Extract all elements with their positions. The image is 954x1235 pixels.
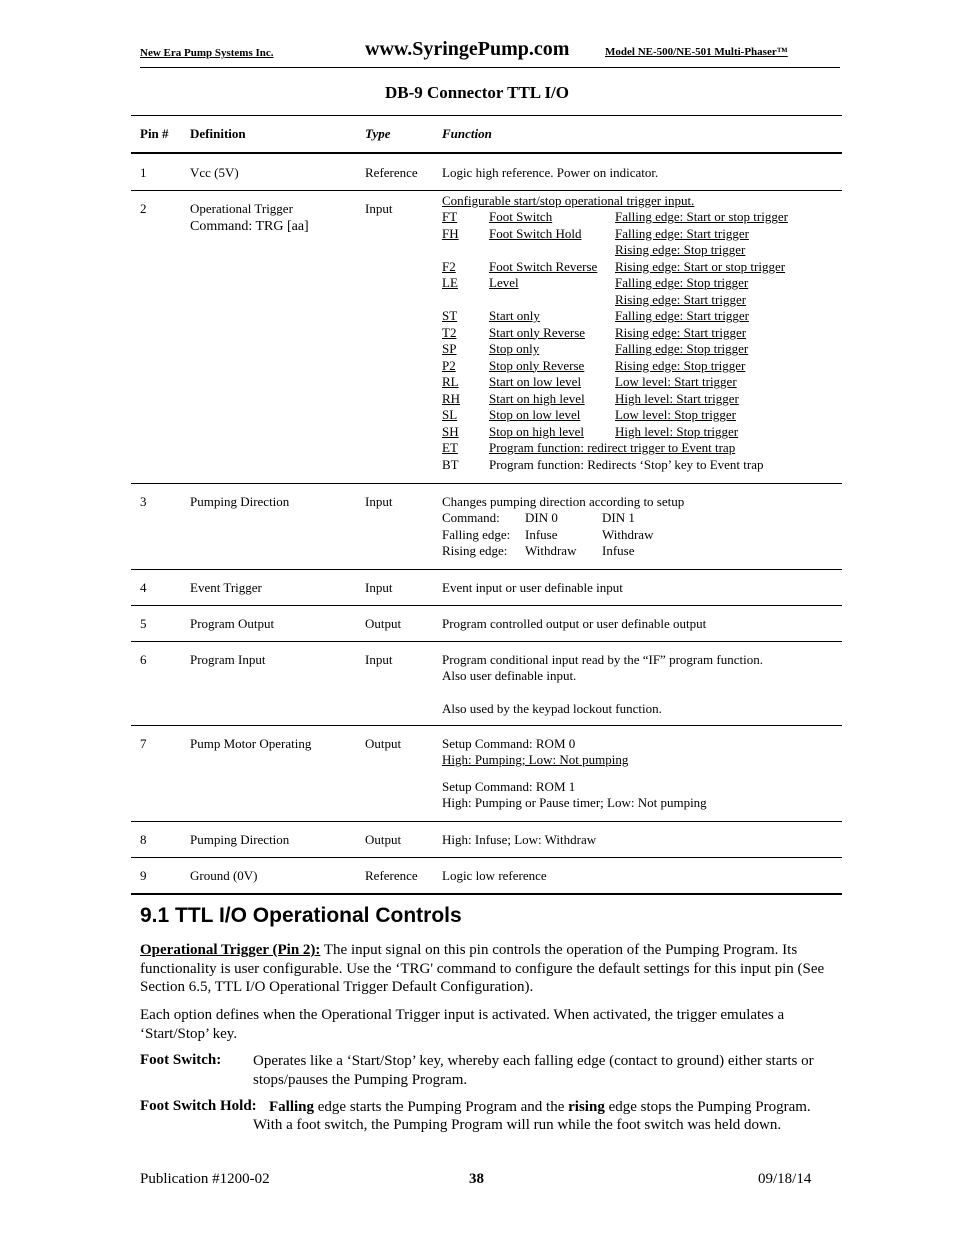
publication-date: 09/18/14	[758, 1171, 812, 1187]
option-name: Foot Switch Reverse	[489, 258, 598, 274]
direction-row	[442, 527, 653, 544]
function-cell: High: Infuse; Low: Withdraw	[433, 821, 842, 857]
definition-cell: Ground (0V)	[181, 857, 356, 894]
option-description: Program function: redirect trigger to Event trap	[489, 440, 736, 455]
option-code: RH	[442, 390, 461, 406]
definition-cell: Program Output	[181, 605, 356, 641]
trigger-option-row	[442, 424, 788, 441]
option-code: F2	[442, 258, 456, 274]
function-cell: Logic high reference. Power on indicator.	[433, 153, 842, 190]
trigger-option-row	[442, 259, 788, 276]
table-header-row	[131, 116, 842, 154]
option-code: FT	[442, 209, 458, 224]
type-cell: Input	[356, 190, 433, 483]
option-name	[489, 242, 615, 259]
pin-cell: 6	[131, 641, 181, 725]
trigger-option-row	[442, 226, 788, 243]
option-code	[442, 242, 489, 259]
operational-trigger-text: The input signal on this pin controls the operation of the Pumping Program. Its functionality is user configurable. Use the ‘TRG' command to configure the default settings for this input pin (See Section 6.5, TTL I/O Operational Trigger Default Configuration).	[140, 942, 825, 995]
pin-cell: 4	[131, 569, 181, 605]
direction-cell: Infuse	[525, 526, 558, 542]
trigger-option-row	[442, 308, 788, 325]
option-action: Rising edge: Start trigger	[615, 324, 747, 340]
function-cell: Program controlled output or user definable output	[433, 605, 842, 641]
option-code: LE	[442, 275, 458, 290]
option-code: RL	[442, 374, 459, 389]
option-name: Start only	[489, 308, 540, 323]
fsh-text-2: edge stops the Pumping Program.	[604, 1099, 811, 1115]
table-row	[131, 483, 842, 569]
trigger-option-row	[442, 358, 788, 375]
rising-word: rising	[568, 1099, 605, 1115]
direction-grid	[442, 510, 653, 560]
option-action: Rising edge: Stop trigger	[615, 357, 746, 373]
option-code: SL	[442, 407, 458, 422]
pin-cell: 8	[131, 821, 181, 857]
option-action: Low level: Start trigger	[615, 374, 737, 389]
function-cell: Event input or user definable input	[433, 569, 842, 605]
program-option-row	[442, 457, 788, 474]
option-action: Falling edge: Stop trigger	[615, 341, 749, 356]
type-cell: Output	[356, 605, 433, 641]
pin-table	[131, 115, 842, 895]
page-header	[140, 38, 840, 68]
option-action: High level: Stop trigger	[615, 423, 739, 439]
table-row	[131, 569, 842, 605]
direction-row	[442, 510, 653, 527]
function-cell	[433, 641, 842, 725]
definition-text: Operational Trigger	[190, 200, 293, 216]
option-action: Falling edge: Start or stop trigger	[615, 209, 788, 224]
type-cell: Output	[356, 821, 433, 857]
page-number: 38	[469, 1171, 484, 1187]
option-action: Falling edge: Stop trigger	[615, 275, 749, 290]
option-action: Falling edge: Start trigger	[615, 225, 749, 241]
option-action: Rising edge: Start trigger	[615, 291, 747, 307]
function-intro: Changes pumping direction according to setup	[442, 493, 685, 509]
function-line: Also user definable input.	[442, 668, 577, 683]
option-name	[489, 292, 615, 309]
direction-cell: Withdraw	[602, 526, 654, 542]
pin-cell: 1	[131, 153, 181, 190]
col-function: Function	[433, 116, 842, 154]
command-text: Command: TRG [aa]	[190, 219, 309, 234]
section-title: 9.1 TTL I/O Operational Controls	[140, 904, 462, 927]
option-name: Start on high level	[489, 390, 585, 406]
table-row	[131, 725, 842, 821]
option-name: Start on low level	[489, 374, 582, 389]
definition-cell: Pump Motor Operating	[181, 725, 356, 821]
function-line: Program conditional input read by the “IF” program function.	[442, 651, 763, 667]
direction-cell: Withdraw	[525, 543, 577, 558]
trigger-options-table	[442, 209, 788, 473]
option-code: P2	[442, 357, 456, 373]
option-code: FH	[442, 225, 459, 241]
type-cell: Input	[356, 483, 433, 569]
option-code: BT	[442, 456, 459, 472]
type-cell: Input	[356, 641, 433, 725]
function-line: High: Pumping or Pause timer; Low: Not pumping	[442, 795, 707, 810]
fsh-text-1: edge starts the Pumping Program and the	[314, 1099, 569, 1115]
function-cell: Logic low reference	[433, 857, 842, 894]
function-line: Setup Command: ROM 1	[442, 778, 576, 794]
program-option-row	[442, 440, 788, 457]
definition-cell	[181, 190, 356, 483]
direction-cell: Rising edge:	[442, 543, 508, 558]
option-name: Stop only	[489, 341, 540, 356]
option-name: Foot Switch Hold	[489, 225, 582, 241]
col-type: Type	[356, 116, 433, 154]
option-name: Start only Reverse	[489, 324, 586, 340]
foot-switch-definition: Operates like a ‘Start/Stop’ key, whereby each falling edge (contact to ground) either starts or stops/pauses the Pumping Program.	[253, 1053, 814, 1088]
option-description: Program function: Redirects ‘Stop’ key to Event trap	[489, 456, 764, 472]
type-cell: Input	[356, 569, 433, 605]
type-cell: Reference	[356, 153, 433, 190]
option-action: Rising edge: Start or stop trigger	[615, 258, 786, 274]
option-code: T2	[442, 324, 457, 340]
table-row	[131, 153, 842, 190]
type-cell: Output	[356, 725, 433, 821]
function-cell	[433, 190, 842, 483]
trigger-option-row	[442, 275, 788, 292]
option-code: SH	[442, 423, 459, 439]
option-name: Stop on low level	[489, 407, 581, 422]
type-cell: Reference	[356, 857, 433, 894]
trigger-option-row	[442, 209, 788, 226]
trigger-option-row	[442, 325, 788, 342]
direction-cell: Falling edge:	[442, 526, 511, 542]
pin-cell: 7	[131, 725, 181, 821]
option-action: Low level: Stop trigger	[615, 407, 736, 422]
foot-switch-hold-line2: With a foot switch, the Pumping Program will run while the foot switch was held down.	[253, 1117, 782, 1133]
pin-cell: 3	[131, 483, 181, 569]
trigger-option-row	[442, 242, 788, 259]
definition-cell: Pumping Direction	[181, 483, 356, 569]
trigger-option-row	[442, 407, 788, 424]
direction-cell: Command:	[442, 510, 500, 525]
option-action: Rising edge: Stop trigger	[615, 242, 746, 257]
col-definition: Definition	[181, 116, 356, 154]
option-name: Level	[489, 275, 519, 290]
direction-cell: DIN 1	[602, 510, 635, 525]
function-line: High: Pumping; Low: Not pumping	[442, 752, 629, 767]
pin-cell: 9	[131, 857, 181, 894]
table-title: DB-9 Connector TTL I/O	[384, 83, 570, 102]
option-code	[442, 292, 489, 309]
table-row	[131, 190, 842, 483]
direction-cell: Infuse	[602, 543, 635, 558]
col-pin: Pin #	[131, 116, 181, 154]
function-cell	[433, 483, 842, 569]
option-code: ET	[442, 440, 458, 455]
trigger-option-row	[442, 374, 788, 391]
publication-number: Publication #1200-02	[140, 1171, 270, 1187]
foot-switch-hold-term: Foot Switch Hold:	[140, 1098, 257, 1114]
option-name: Stop on high level	[489, 423, 584, 439]
definition-cell: Vcc (5V)	[181, 153, 356, 190]
function-intro: Configurable start/stop operational trigger input.	[442, 192, 695, 208]
direction-row	[442, 543, 653, 560]
function-cell	[433, 725, 842, 821]
operational-trigger-paragraph	[140, 941, 840, 997]
pin-cell: 2	[131, 190, 181, 483]
table-row	[131, 605, 842, 641]
trigger-option-row	[442, 391, 788, 408]
direction-cell: DIN 0	[525, 510, 558, 525]
definition-cell: Program Input	[181, 641, 356, 725]
operational-trigger-label: Operational Trigger (Pin 2):	[140, 942, 321, 958]
function-line: Also used by the keypad lockout function.	[442, 700, 662, 716]
option-code: ST	[442, 308, 458, 323]
definition-cell: Event Trigger	[181, 569, 356, 605]
option-code: SP	[442, 341, 457, 356]
website-title: www.SyringePump.com	[365, 38, 570, 60]
trigger-option-row	[442, 341, 788, 358]
trigger-option-row	[442, 292, 788, 309]
foot-switch-term: Foot Switch:	[140, 1052, 222, 1068]
table-row	[131, 821, 842, 857]
option-action: Falling edge: Start trigger	[615, 308, 749, 323]
company-name: New Era Pump Systems Inc.	[140, 47, 274, 59]
option-action: High level: Start trigger	[615, 390, 739, 406]
function-line: Setup Command: ROM 0	[442, 735, 576, 751]
definition-cell: Pumping Direction	[181, 821, 356, 857]
falling-word: Falling	[269, 1099, 315, 1115]
table-row	[131, 641, 842, 725]
options-paragraph: Each option defines when the Operational Trigger input is activated. When activated, the trigger emulates a ‘Start/Stop’ key.	[140, 1007, 785, 1042]
pin-cell: 5	[131, 605, 181, 641]
table-row	[131, 857, 842, 894]
option-name: Stop only Reverse	[489, 357, 585, 373]
model-name: Model NE-500/NE-501 Multi-Phaser™	[605, 46, 788, 58]
foot-switch-hold-line1	[269, 1098, 849, 1117]
option-name: Foot Switch	[489, 209, 553, 224]
